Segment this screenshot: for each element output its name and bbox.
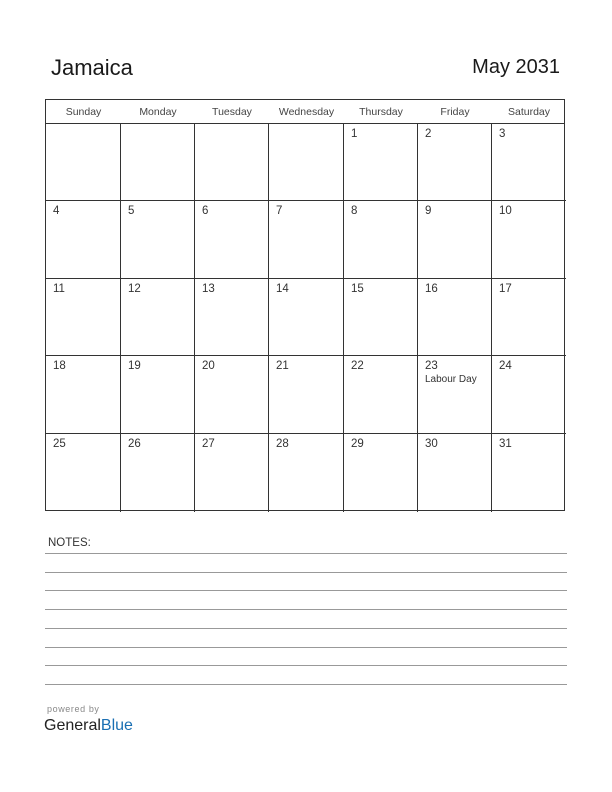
weekday-thursday: Thursday [359, 106, 403, 118]
day-cell [269, 201, 344, 279]
day-number: 19 [128, 360, 141, 372]
day-number: 5 [128, 205, 135, 217]
notes-line [45, 628, 567, 629]
day-number: 21 [276, 360, 289, 372]
day-cell [269, 434, 344, 512]
day-number: 8 [351, 205, 358, 217]
calendar-grid [45, 99, 565, 511]
day-cell [46, 356, 121, 434]
day-cell [195, 124, 269, 201]
holiday-label: Labour Day [425, 374, 477, 385]
day-number: 16 [425, 283, 438, 295]
notes-label: NOTES: [48, 537, 91, 549]
day-number: 25 [53, 438, 66, 450]
day-cell [269, 124, 344, 201]
day-cell [195, 434, 269, 512]
notes-line [45, 665, 567, 666]
day-cell [121, 124, 195, 201]
day-number: 10 [499, 205, 512, 217]
weekday-saturday: Saturday [507, 106, 551, 118]
day-cell [46, 434, 121, 512]
day-number: 1 [351, 128, 358, 140]
notes-line [45, 553, 567, 554]
day-cell [492, 356, 566, 434]
day-cell [195, 279, 269, 356]
day-number: 17 [499, 283, 512, 295]
day-cell [269, 279, 344, 356]
day-cell [418, 279, 492, 356]
brand-logo [44, 717, 133, 735]
day-cell [269, 356, 344, 434]
day-number: 7 [276, 205, 283, 217]
day-cell [418, 201, 492, 279]
day-number: 26 [128, 438, 141, 450]
day-cell [492, 124, 566, 201]
weekday-sunday: Sunday [65, 106, 102, 118]
day-cell [492, 434, 566, 512]
day-cell [121, 279, 195, 356]
notes-line [45, 590, 567, 591]
day-cell [418, 356, 492, 434]
notes-line [45, 684, 567, 685]
day-number: 12 [128, 283, 141, 295]
notes-line [45, 572, 567, 573]
day-cell [492, 279, 566, 356]
day-cell [195, 356, 269, 434]
day-cell [344, 279, 418, 356]
day-number: 31 [499, 438, 512, 450]
day-number: 4 [53, 205, 60, 217]
day-number: 2 [425, 128, 432, 140]
day-number: 20 [202, 360, 215, 372]
day-number: 6 [202, 205, 209, 217]
country-title: Jamaica [51, 55, 133, 80]
brand-blue-text: Blue [100, 717, 133, 734]
day-cell [418, 434, 492, 512]
day-cell [121, 434, 195, 512]
day-cell [46, 279, 121, 356]
month-year-title: May 2031 [472, 56, 560, 78]
notes-line [45, 609, 567, 610]
day-number: 27 [202, 438, 215, 450]
day-number: 13 [202, 283, 215, 295]
notes-line [45, 647, 567, 648]
day-number: 14 [276, 283, 289, 295]
day-cell [418, 124, 492, 201]
day-cell [344, 356, 418, 434]
day-number: 15 [351, 283, 364, 295]
day-number: 9 [425, 205, 432, 217]
day-cell [121, 356, 195, 434]
day-number: 3 [499, 128, 506, 140]
weekday-header-row [46, 100, 564, 124]
day-number: 18 [53, 360, 66, 372]
weekday-monday: Monday [139, 106, 177, 118]
weekday-friday: Friday [440, 106, 470, 118]
day-number: 29 [351, 438, 364, 450]
day-number: 22 [351, 360, 364, 372]
day-number: 30 [425, 438, 438, 450]
day-cell [46, 201, 121, 279]
day-grid [46, 124, 564, 512]
day-number: 24 [499, 360, 512, 372]
day-number: 23 [425, 360, 438, 372]
powered-by-text: powered by [47, 704, 100, 714]
weekday-tuesday: Tuesday [212, 106, 252, 118]
day-cell [195, 201, 269, 279]
brand-general-text: General [44, 717, 101, 734]
weekday-wednesday: Wednesday [278, 106, 335, 118]
day-cell [344, 201, 418, 279]
day-cell [344, 124, 418, 201]
day-cell [492, 201, 566, 279]
day-number: 11 [53, 283, 65, 295]
day-cell [46, 124, 121, 201]
day-cell [121, 201, 195, 279]
day-cell [344, 434, 418, 512]
day-number: 28 [276, 438, 289, 450]
